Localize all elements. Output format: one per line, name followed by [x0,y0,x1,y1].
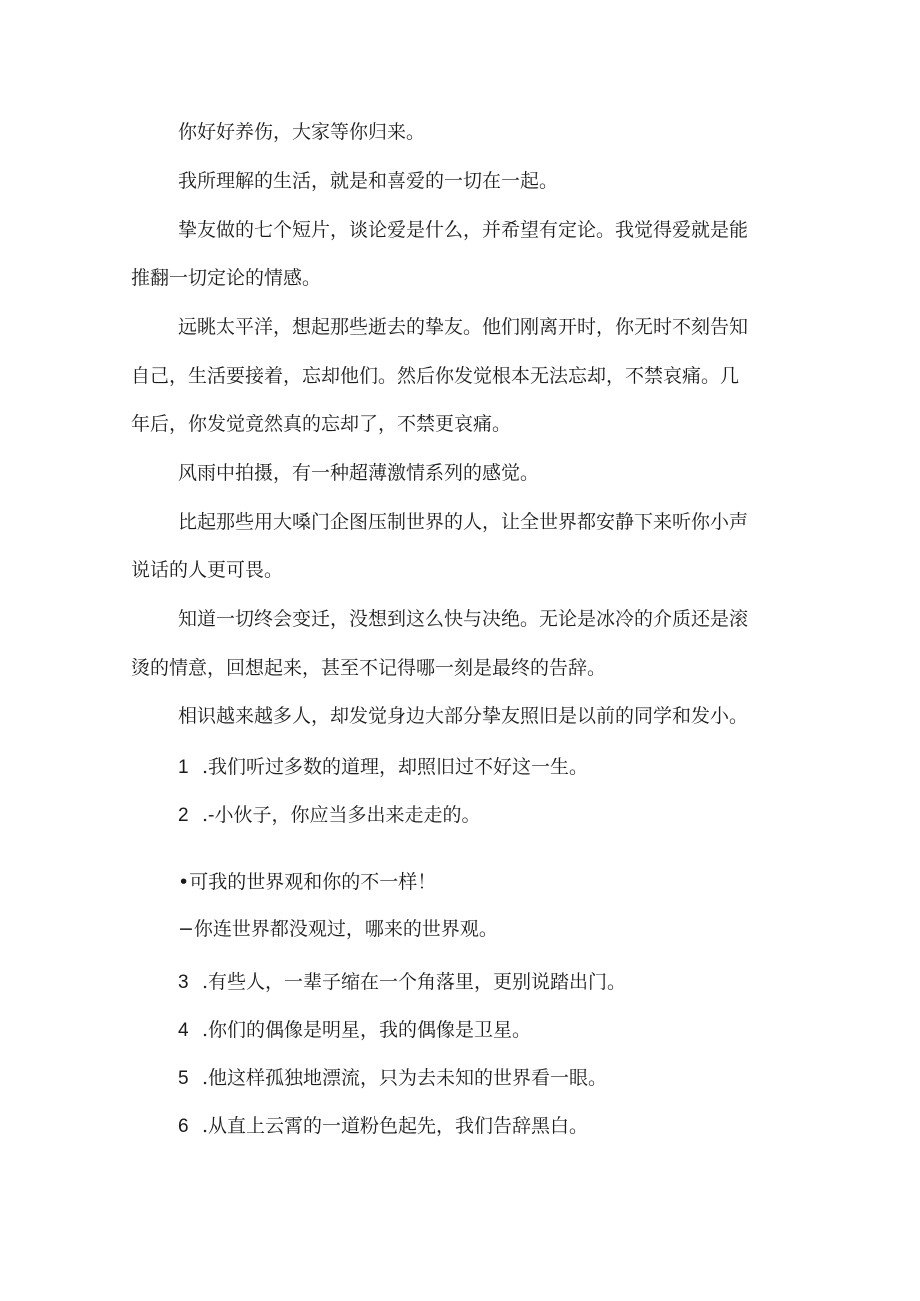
paragraph-line: 自己，生活要接着，忘却他们。然后你发觉根本无法忘却，不禁哀痛。几 [131,365,740,387]
list-item [178,1066,607,1091]
list-number: 6 [178,1116,189,1137]
paragraph-line: 相识越来越多人，却发觉身边大部分挚友照旧是以前的同学和发小。 [178,705,749,727]
list-item [178,1114,588,1139]
paragraph-line: 远眺太平洋，想起那些逝去的挚友。他们刚离开时，你无时不刻告知 [178,316,749,338]
list-text: .从直上云霄的一道粉色起先，我们告辞黑白。 [202,1115,589,1137]
list-item [178,755,588,780]
list-text: .-小伙子，你应当多出来走走的。 [202,804,481,826]
paragraph-line: 推翻一切定论的情感。 [131,267,322,289]
list-text: .有些人，一辈子缩在一个角落里，更别说踏出门。 [202,971,627,993]
paragraph-line: 挚友做的七个短片，谈论爱是什么，并希望有定论。我觉得爱就是能 [178,219,749,241]
list-number: 4 [178,1020,189,1041]
paragraph-line: 烫的情意，回想起来，甚至不记得哪一刻是最终的告辞。 [131,657,607,679]
list-number: 5 [178,1068,189,1089]
paragraph-line: 风雨中拍摄，有一种超薄激情系列的感觉。 [178,462,540,484]
list-number: 3 [178,972,189,993]
paragraph-line: 比起那些用大嗓门企图压制世界的人，让全世界都安静下来听你小声 [178,511,749,533]
paragraph-line: 知道一切终会变迁，没想到这么快与决绝。无论是冰冷的介质还是滚 [178,608,749,630]
list-item [178,970,626,995]
list-text: .你们的偶像是明星，我的偶像是卫星。 [202,1019,532,1041]
list-text: .我们听过多数的道理，却照旧过不好这一生。 [202,756,589,778]
paragraph-line: 我所理解的生活，就是和喜爱的一切在一起。 [178,170,559,192]
list-item [178,803,480,828]
paragraph-line: 年后，你发觉竟然真的忘却了，不禁更哀痛。 [131,413,512,435]
dialog-line: •可我的世界观和你的不一样！ [178,871,437,893]
paragraph-line: 说话的人更可畏。 [131,559,284,581]
dialog-line: −你连世界都没观过，哪来的世界观。 [178,918,498,940]
list-number: 1 [178,757,189,778]
list-item [178,1018,531,1043]
list-number: 2 [178,805,189,826]
paragraph-line: 你好好养伤，大家等你归来。 [178,121,426,143]
list-text: .他这样孤独地漂流，只为去未知的世界看一眼。 [202,1067,608,1089]
